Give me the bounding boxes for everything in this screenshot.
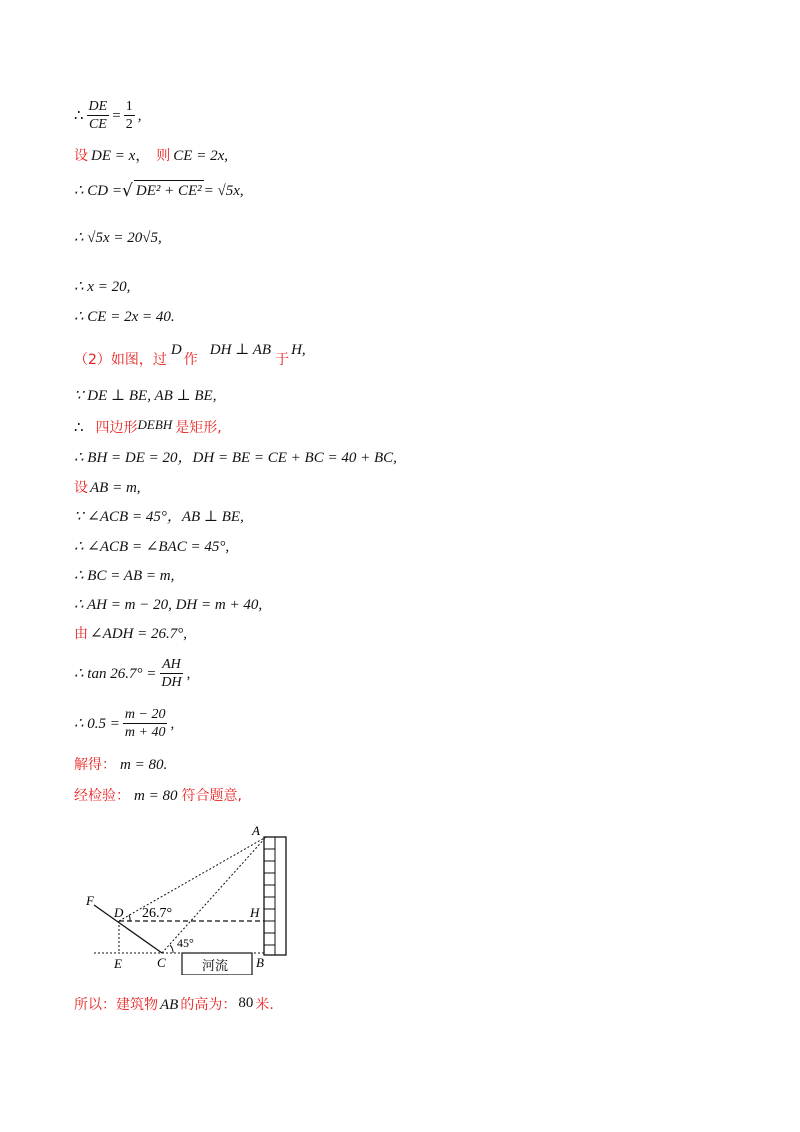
label-is-rectangle: 是矩形, bbox=[175, 420, 222, 436]
label-set: 设 bbox=[74, 480, 88, 496]
punctuation: , bbox=[170, 715, 175, 732]
therefore-symbol: ∴ bbox=[74, 420, 84, 436]
fraction-numerator: AH bbox=[162, 657, 181, 672]
geometry-figure bbox=[84, 825, 304, 975]
equation-cd bbox=[74, 180, 244, 201]
angle-arc-c bbox=[170, 945, 173, 953]
equation-angle bbox=[74, 624, 187, 644]
label-f: F bbox=[86, 893, 94, 908]
segment-ab: AB bbox=[160, 997, 179, 1013]
punctuation: , bbox=[224, 148, 228, 164]
angle-arc-d bbox=[129, 915, 130, 921]
equals-sign: = bbox=[112, 107, 121, 124]
fraction-ah-dh bbox=[159, 656, 183, 691]
label-make: 作 bbox=[183, 352, 198, 368]
equation-line: ∴ BH = DE = 20，DH = BE = CE + BC = 40 + BC, bbox=[74, 450, 397, 466]
equation-set-de bbox=[74, 146, 228, 166]
expression: = √5x bbox=[203, 182, 240, 199]
expression: DH ⊥ AB bbox=[209, 342, 272, 358]
fraction-denominator: 2 bbox=[125, 117, 133, 132]
conclusion-line bbox=[74, 995, 274, 1015]
label-meters: 米. bbox=[255, 997, 274, 1013]
expression: CE = 2x bbox=[173, 148, 225, 164]
therefore-symbol: ∴ bbox=[74, 107, 84, 124]
equation-set-ab bbox=[74, 478, 141, 498]
label-check: 经检验： bbox=[74, 788, 130, 804]
equation-ratio bbox=[74, 98, 141, 133]
label-quadrilateral: 四边形 bbox=[95, 420, 138, 436]
equation-line: ∴ AH = m − 20, DH = m + 40, bbox=[74, 597, 263, 613]
radicand: DE² + CE² bbox=[134, 180, 204, 201]
label-set: 设 bbox=[74, 148, 88, 164]
fraction-m bbox=[123, 706, 168, 741]
label-from: 由 bbox=[74, 626, 88, 642]
label-c: C bbox=[157, 955, 166, 970]
point-d: D bbox=[170, 342, 182, 358]
fraction-one-half bbox=[124, 98, 135, 133]
label-at: 于 bbox=[275, 352, 290, 368]
label-e: E bbox=[114, 956, 122, 971]
expression: DE = x bbox=[91, 148, 136, 164]
equation-line: ∴ CE = 2x = 40. bbox=[74, 309, 175, 325]
equation-line: ∵ ∠ACB = 45°，AB ⊥ BE, bbox=[74, 509, 244, 525]
equation-line: ∵ DE ⊥ BE, AB ⊥ BE, bbox=[74, 388, 217, 404]
fraction-numerator: m − 20 bbox=[124, 707, 166, 722]
punctuation: , bbox=[137, 107, 142, 124]
angle-label-d: 26.7° bbox=[142, 906, 173, 921]
fraction-numerator: DE bbox=[88, 99, 108, 114]
fraction-denominator: CE bbox=[88, 117, 107, 132]
fraction-numerator: 1 bbox=[125, 99, 133, 114]
label-solved: 解得： bbox=[74, 757, 116, 773]
expression: ∠ADH = 26.7°, bbox=[90, 626, 188, 642]
expression: ∴ tan 26.7° = bbox=[74, 665, 157, 682]
equation-tan bbox=[74, 656, 190, 691]
equation-ratio-m bbox=[74, 706, 174, 741]
check-line bbox=[74, 786, 242, 806]
punctuation: ， bbox=[135, 148, 151, 164]
punctuation: , bbox=[186, 665, 191, 682]
label-part-two: （2）如图，过 bbox=[74, 352, 167, 368]
height-value: 80 bbox=[238, 995, 254, 1011]
building-floors bbox=[264, 837, 275, 955]
rectangle-statement bbox=[74, 418, 222, 438]
fraction-de-ce bbox=[87, 98, 110, 133]
label-a: A bbox=[252, 825, 260, 838]
label-then: 则 bbox=[156, 148, 171, 164]
equation-line: ∴ √5x = 20√5, bbox=[74, 230, 162, 246]
label-valid: 符合题意, bbox=[181, 788, 242, 804]
label-h: H bbox=[250, 905, 260, 920]
equation-line: ∴ x = 20, bbox=[74, 279, 131, 295]
expression: m = 80 bbox=[134, 788, 178, 804]
expression: ∴ 0.5 = bbox=[74, 715, 120, 732]
expression: m = 80. bbox=[120, 757, 168, 773]
label-d: D bbox=[114, 905, 124, 920]
river-label: 河流 bbox=[202, 959, 229, 974]
expression: AB = m, bbox=[90, 480, 141, 496]
expression: ∴ CD = bbox=[74, 182, 123, 199]
equation-line: ∴ ∠ACB = ∠BAC = 45°, bbox=[74, 539, 230, 555]
point-h: H, bbox=[291, 342, 306, 358]
label-therefore-building: 所以：建筑物 bbox=[74, 997, 158, 1013]
sqrt-symbol: √ bbox=[122, 180, 133, 201]
fraction-denominator: m + 40 bbox=[124, 725, 166, 740]
fraction-denominator: DH bbox=[161, 675, 182, 690]
angle-label-c: 45° bbox=[177, 936, 194, 950]
part-two-intro bbox=[74, 340, 306, 370]
label-b: B bbox=[256, 955, 264, 970]
punctuation: , bbox=[239, 182, 244, 199]
label-height-is: 的高为： bbox=[180, 997, 237, 1013]
quadrilateral-name: DEBH bbox=[137, 417, 173, 432]
solution-line bbox=[74, 755, 167, 775]
equation-line: ∴ BC = AB = m, bbox=[74, 568, 175, 584]
